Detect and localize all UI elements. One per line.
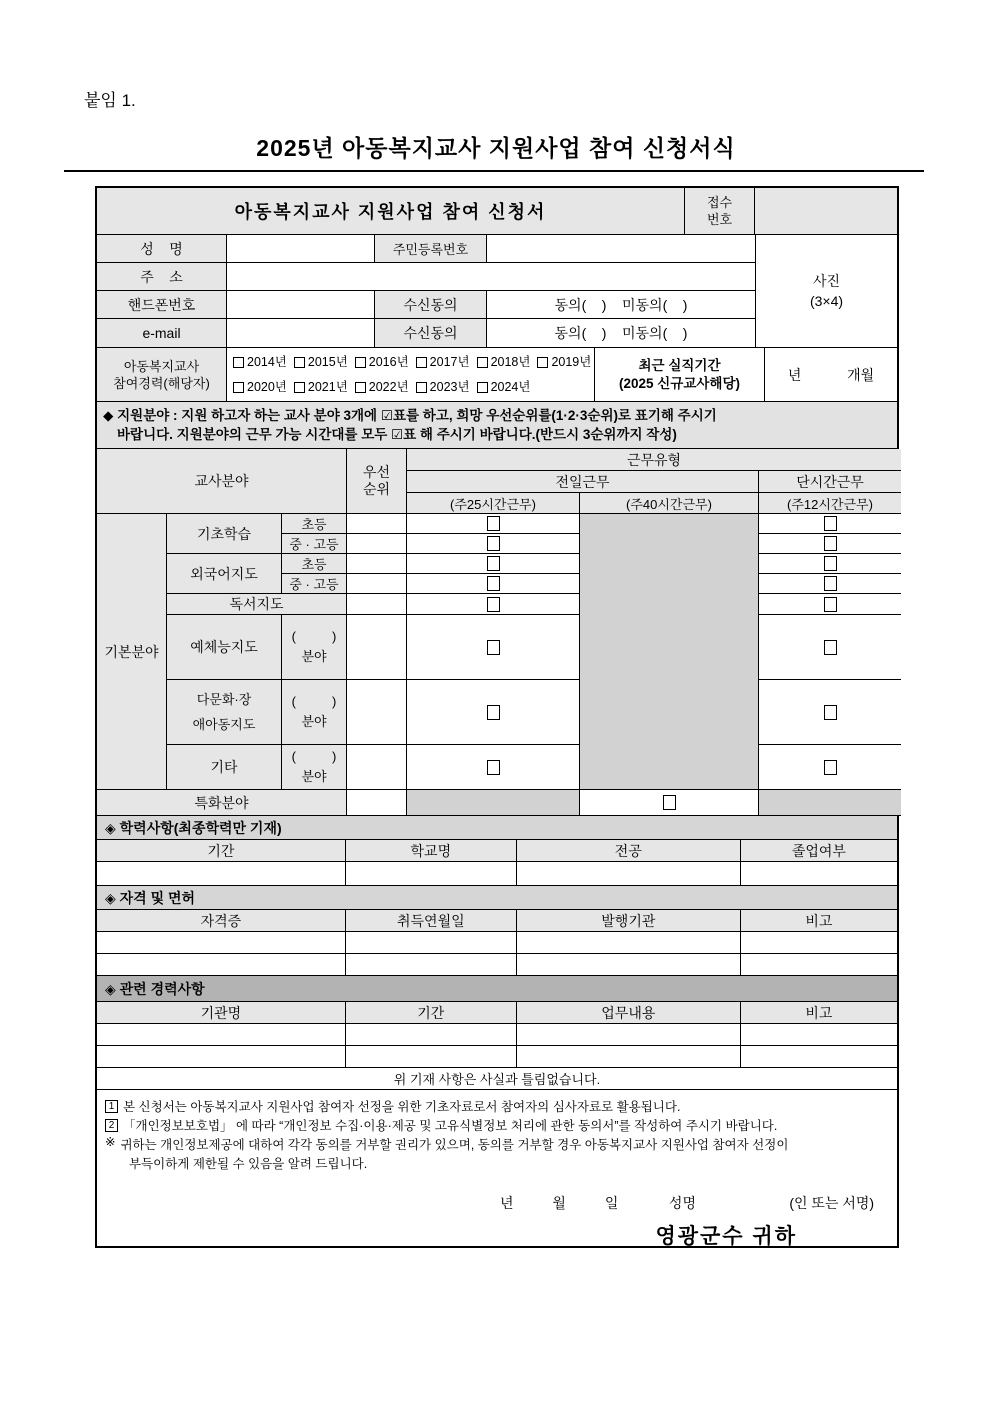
license-name-input[interactable]	[97, 932, 346, 953]
education-header-row	[97, 840, 897, 862]
year-checkbox-2023[interactable]: 2023년	[416, 375, 470, 400]
education-section-bar: ◈ 학력사항(최종학력만 기재)	[97, 816, 897, 840]
page-title: 2025년 아동복지교사 지원사업 참여 신청서식	[256, 135, 736, 161]
etc-subfield-cell[interactable]: ( ) 분야	[282, 745, 347, 790]
form-header-row	[97, 188, 897, 235]
arts-sports-label: 예체능지도	[167, 615, 282, 680]
phone-row	[97, 291, 755, 319]
w12-checkbox-cell[interactable]	[759, 745, 901, 790]
foreign-language-label: 외국어지도	[167, 554, 282, 594]
weekly25-header: (주25시간근무)	[407, 493, 580, 514]
education-graduation-header: 졸업여부	[741, 840, 897, 861]
checkbox-icon[interactable]	[487, 536, 500, 551]
multicultural-disability-label: 다문화·장 애아동지도	[167, 680, 282, 745]
career-period-header: 기간	[346, 1002, 517, 1023]
basic-field-group-label: 기본분야	[97, 514, 167, 790]
checkbox-icon[interactable]	[487, 576, 500, 591]
priority-input-cell[interactable]	[347, 680, 407, 745]
education-period-input[interactable]	[97, 862, 346, 885]
checkbox-icon[interactable]	[477, 357, 488, 368]
reading-label: 독서지도	[167, 594, 347, 615]
note-1: 1 본 신청서는 아동복지교사 지원사업 참여자 선정을 위한 기초자료로서 참여자의 심사자료로 활용됩니다.	[105, 1098, 889, 1117]
year-checkbox-2024[interactable]: 2024년	[477, 375, 531, 400]
license-issuer-input[interactable]	[517, 954, 741, 975]
priority-input-cell[interactable]	[347, 554, 407, 574]
checkbox-icon[interactable]	[294, 382, 305, 393]
year-checkbox-2016[interactable]: 2016년	[355, 350, 409, 375]
address-label: 주 소	[97, 263, 227, 290]
education-major-header: 전공	[517, 840, 741, 861]
education-graduation-input[interactable]	[741, 862, 897, 885]
license-name-input[interactable]	[97, 954, 346, 975]
w25-checkbox-cell[interactable]	[407, 615, 580, 680]
declaration-statement: 위 기재 사항은 사실과 틀림없습니다.	[97, 1068, 897, 1090]
checkbox-icon[interactable]	[824, 536, 837, 551]
year-checkbox-line-2	[233, 375, 530, 400]
career-header-row	[97, 1002, 897, 1024]
career-period-input[interactable]	[346, 1024, 517, 1045]
career-section-bar: ◈ 관련 경력사항	[97, 976, 897, 1002]
priority-input-cell[interactable]	[347, 514, 407, 534]
year-checkbox-2017[interactable]: 2017년	[416, 350, 470, 375]
phone-consent-label: 수신동의	[375, 291, 487, 318]
year-checkbox-line-1	[233, 350, 591, 375]
license-section-bar: ◈ 자격 및 면허	[97, 886, 897, 910]
priority-input-cell[interactable]	[347, 615, 407, 680]
note-1-marker: 1	[105, 1100, 118, 1113]
arts-sports-subfield-cell[interactable]: ( ) 분야	[282, 615, 347, 680]
career-note-header: 비고	[741, 1002, 897, 1023]
checkbox-icon[interactable]	[487, 597, 500, 612]
phone-label: 핸드폰번호	[97, 291, 227, 318]
year-checkbox-2021[interactable]: 2021년	[294, 375, 348, 400]
checkbox-icon[interactable]	[416, 382, 427, 393]
experience-label: 아동복지교사 참여경력(해당자)	[97, 348, 227, 401]
parttime-header: 단시간근무	[759, 471, 901, 493]
note-2: 2 「개인정보보호법」 에 따라 “개인정보 수집·이용·제공 및 고유식별정보 처리에 관한 동의서”를 작성하여 주시기 바랍니다.	[105, 1117, 889, 1136]
w25-checkbox-cell[interactable]	[407, 554, 580, 574]
checkbox-icon[interactable]	[233, 382, 244, 393]
field-selection-instruction: ◆ 지원분야 : 지원 하고자 하는 교사 분야 3개에 ☑표를 하고, 희망 우선순위를(1·2·3순위)로 표기해 주시기 바랍니다. 지원분야의 근무 가능 시간대를 모두 ☑표 해 주시기 바랍니다.(반드시 3순위까지 작성)	[97, 402, 897, 449]
attachment-label: 붙임 1.	[84, 91, 136, 110]
priority-column-header: 우선 순위	[347, 449, 407, 514]
education-major-input[interactable]	[517, 862, 741, 885]
checkbox-icon[interactable]	[487, 640, 500, 655]
special-field-label: 특화분야	[97, 790, 347, 816]
checkbox-icon[interactable]	[487, 516, 500, 531]
recent-unemployment-label: 최근 실직기간 (2025 신규교사해당)	[595, 348, 765, 401]
title-divider	[64, 170, 924, 172]
special-w12-disabled-cell	[759, 790, 901, 816]
signature-date-line[interactable]: 년 월 일 성명 (인 또는 서명)	[500, 1195, 875, 1211]
education-school-input[interactable]	[346, 862, 517, 885]
checkbox-icon[interactable]	[416, 357, 427, 368]
unemployment-duration-input-cell[interactable]	[765, 348, 897, 401]
phone-consent-options[interactable]: 동의( ) 미동의( )	[554, 296, 688, 313]
checkbox-icon[interactable]	[824, 640, 837, 655]
w12-checkbox-cell[interactable]	[759, 574, 901, 594]
experience-row	[97, 348, 897, 402]
career-data-row	[97, 1024, 897, 1046]
rrn-input-cell[interactable]	[487, 235, 755, 262]
checkbox-icon[interactable]	[487, 760, 500, 775]
license-name-header: 자격증	[97, 910, 346, 931]
license-note-input[interactable]	[741, 954, 897, 975]
w25-checkbox-cell[interactable]	[407, 534, 580, 554]
w25-checkbox-cell[interactable]	[407, 594, 580, 615]
month-unit-label: 개월	[847, 366, 875, 383]
w25-checkbox-cell[interactable]	[407, 680, 580, 745]
checkbox-icon[interactable]	[824, 516, 837, 531]
year-checkbox-2019[interactable]: 2019년	[537, 350, 591, 375]
teacher-field-grid	[97, 449, 897, 816]
special-w40-checkbox-cell[interactable]	[580, 790, 759, 816]
checkbox-icon[interactable]	[824, 556, 837, 571]
name-row	[97, 235, 755, 263]
career-org-input[interactable]	[97, 1024, 346, 1045]
email-label: e-mail	[97, 319, 227, 347]
note-2-marker: 2	[105, 1119, 118, 1132]
career-note-input[interactable]	[741, 1046, 897, 1067]
basic-learning-elementary-label: 초등	[282, 514, 347, 534]
license-note-input[interactable]	[741, 932, 897, 953]
license-header-row	[97, 910, 897, 932]
email-row	[97, 319, 755, 347]
special-w25-disabled-cell	[407, 790, 580, 816]
email-consent-label: 수신동의	[375, 319, 487, 347]
recipient-line: 영광군수 귀하	[655, 1225, 797, 1248]
checkbox-icon[interactable]	[824, 705, 837, 720]
receipt-number-input-cell[interactable]	[755, 188, 897, 234]
checkbox-icon[interactable]	[487, 556, 500, 571]
year-checkbox-2014[interactable]: 2014년	[233, 350, 287, 375]
w12-checkbox-cell[interactable]	[759, 514, 901, 534]
w25-checkbox-cell[interactable]	[407, 514, 580, 534]
notes-block	[97, 1090, 897, 1246]
note-3-marker: ※	[105, 1135, 116, 1149]
weekly12-header: (주12시간근무)	[759, 493, 901, 514]
w12-checkbox-cell[interactable]	[759, 680, 901, 745]
rrn-label: 주민등록번호	[375, 235, 487, 262]
year-checkbox-2020[interactable]: 2020년	[233, 375, 287, 400]
etc-label: 기타	[167, 745, 282, 790]
career-duty-input[interactable]	[517, 1046, 741, 1067]
priority-input-cell[interactable]	[347, 594, 407, 615]
email-consent-options[interactable]: 동의( ) 미동의( )	[554, 325, 688, 341]
year-checkbox-2015[interactable]: 2015년	[294, 350, 348, 375]
w12-checkbox-cell[interactable]	[759, 554, 901, 574]
w25-checkbox-cell[interactable]	[407, 745, 580, 790]
name-input-cell[interactable]	[227, 235, 375, 262]
license-date-header: 취득연월일	[346, 910, 517, 931]
application-form-table	[95, 186, 899, 1248]
priority-input-cell[interactable]	[347, 790, 407, 816]
worktype-header: 근무유형	[407, 449, 901, 471]
license-issuer-input[interactable]	[517, 932, 741, 953]
basic-learning-label: 기초학습	[167, 514, 282, 554]
form-title: 아동복지교사 지원사업 참여 신청서	[97, 188, 685, 234]
year-checkbox-2022[interactable]: 2022년	[355, 375, 409, 400]
w25-checkbox-cell[interactable]	[407, 574, 580, 594]
education-period-header: 기간	[97, 840, 346, 861]
w12-checkbox-cell[interactable]	[759, 594, 901, 615]
foreign-language-elementary-label: 초등	[282, 554, 347, 574]
license-date-input[interactable]	[346, 954, 517, 975]
priority-input-cell[interactable]	[347, 745, 407, 790]
address-input-cell[interactable]	[227, 263, 755, 290]
photo-size-label: (3×4)	[809, 293, 844, 309]
photo-label: 사진	[812, 273, 841, 289]
checkbox-icon[interactable]	[824, 597, 837, 612]
career-period-input[interactable]	[346, 1046, 517, 1067]
priority-input-cell[interactable]	[347, 574, 407, 594]
career-duty-header: 업무내용	[517, 1002, 741, 1023]
experience-year-checkboxes	[227, 348, 595, 401]
note-3: ※ 귀하는 개인정보제공에 대하여 각각 동의를 거부할 권리가 있으며, 동의를 거부할 경우 아동복지교사 지원사업 참여자 선정이 부득이하게 제한될 수 있음을 알려 드립니다.	[105, 1135, 789, 1171]
w12-checkbox-cell[interactable]	[759, 615, 901, 680]
checkbox-icon[interactable]	[824, 576, 837, 591]
license-note-header: 비고	[741, 910, 897, 931]
address-row	[97, 263, 755, 291]
photo-box	[755, 235, 897, 347]
checkbox-icon[interactable]	[537, 357, 548, 368]
year-checkbox-2018[interactable]: 2018년	[477, 350, 531, 375]
fulltime-header: 전일근무	[407, 471, 759, 493]
basic-learning-middlehigh-label: 중 · 고등	[282, 534, 347, 554]
receipt-number-label: 접수 번호	[685, 188, 755, 234]
career-note-input[interactable]	[741, 1024, 897, 1045]
weekly40-header: (주40시간근무)	[580, 493, 759, 514]
checkbox-icon[interactable]	[487, 705, 500, 720]
personal-info-rows	[97, 235, 755, 347]
checkbox-icon[interactable]	[233, 357, 244, 368]
email-input-cell[interactable]	[227, 319, 375, 347]
name-label: 성 명	[97, 235, 227, 262]
license-data-row	[97, 954, 897, 976]
career-duty-input[interactable]	[517, 1024, 741, 1045]
foreign-language-middlehigh-label: 중 · 고등	[282, 574, 347, 594]
checkbox-icon[interactable]	[663, 795, 676, 810]
year-unit-label: 년	[787, 366, 802, 383]
education-data-row	[97, 862, 897, 886]
w12-checkbox-cell[interactable]	[759, 534, 901, 554]
checkbox-icon[interactable]	[355, 357, 366, 368]
personal-info-block	[97, 235, 897, 348]
career-org-header: 기관명	[97, 1002, 346, 1023]
phone-input-cell[interactable]	[227, 291, 375, 318]
multicultural-subfield-cell[interactable]: ( ) 분야	[282, 680, 347, 745]
checkbox-icon[interactable]	[477, 382, 488, 393]
license-data-row	[97, 932, 897, 954]
license-date-input[interactable]	[346, 932, 517, 953]
checkbox-icon[interactable]	[824, 760, 837, 775]
education-school-header: 학교명	[346, 840, 517, 861]
checkbox-icon[interactable]	[294, 357, 305, 368]
license-issuer-header: 발행기관	[517, 910, 741, 931]
career-data-row	[97, 1046, 897, 1068]
checkbox-icon[interactable]	[355, 382, 366, 393]
field-column-header: 교사분야	[97, 449, 347, 514]
priority-input-cell[interactable]	[347, 534, 407, 554]
career-org-input[interactable]	[97, 1046, 346, 1067]
weekly40-disabled-area	[580, 514, 759, 790]
